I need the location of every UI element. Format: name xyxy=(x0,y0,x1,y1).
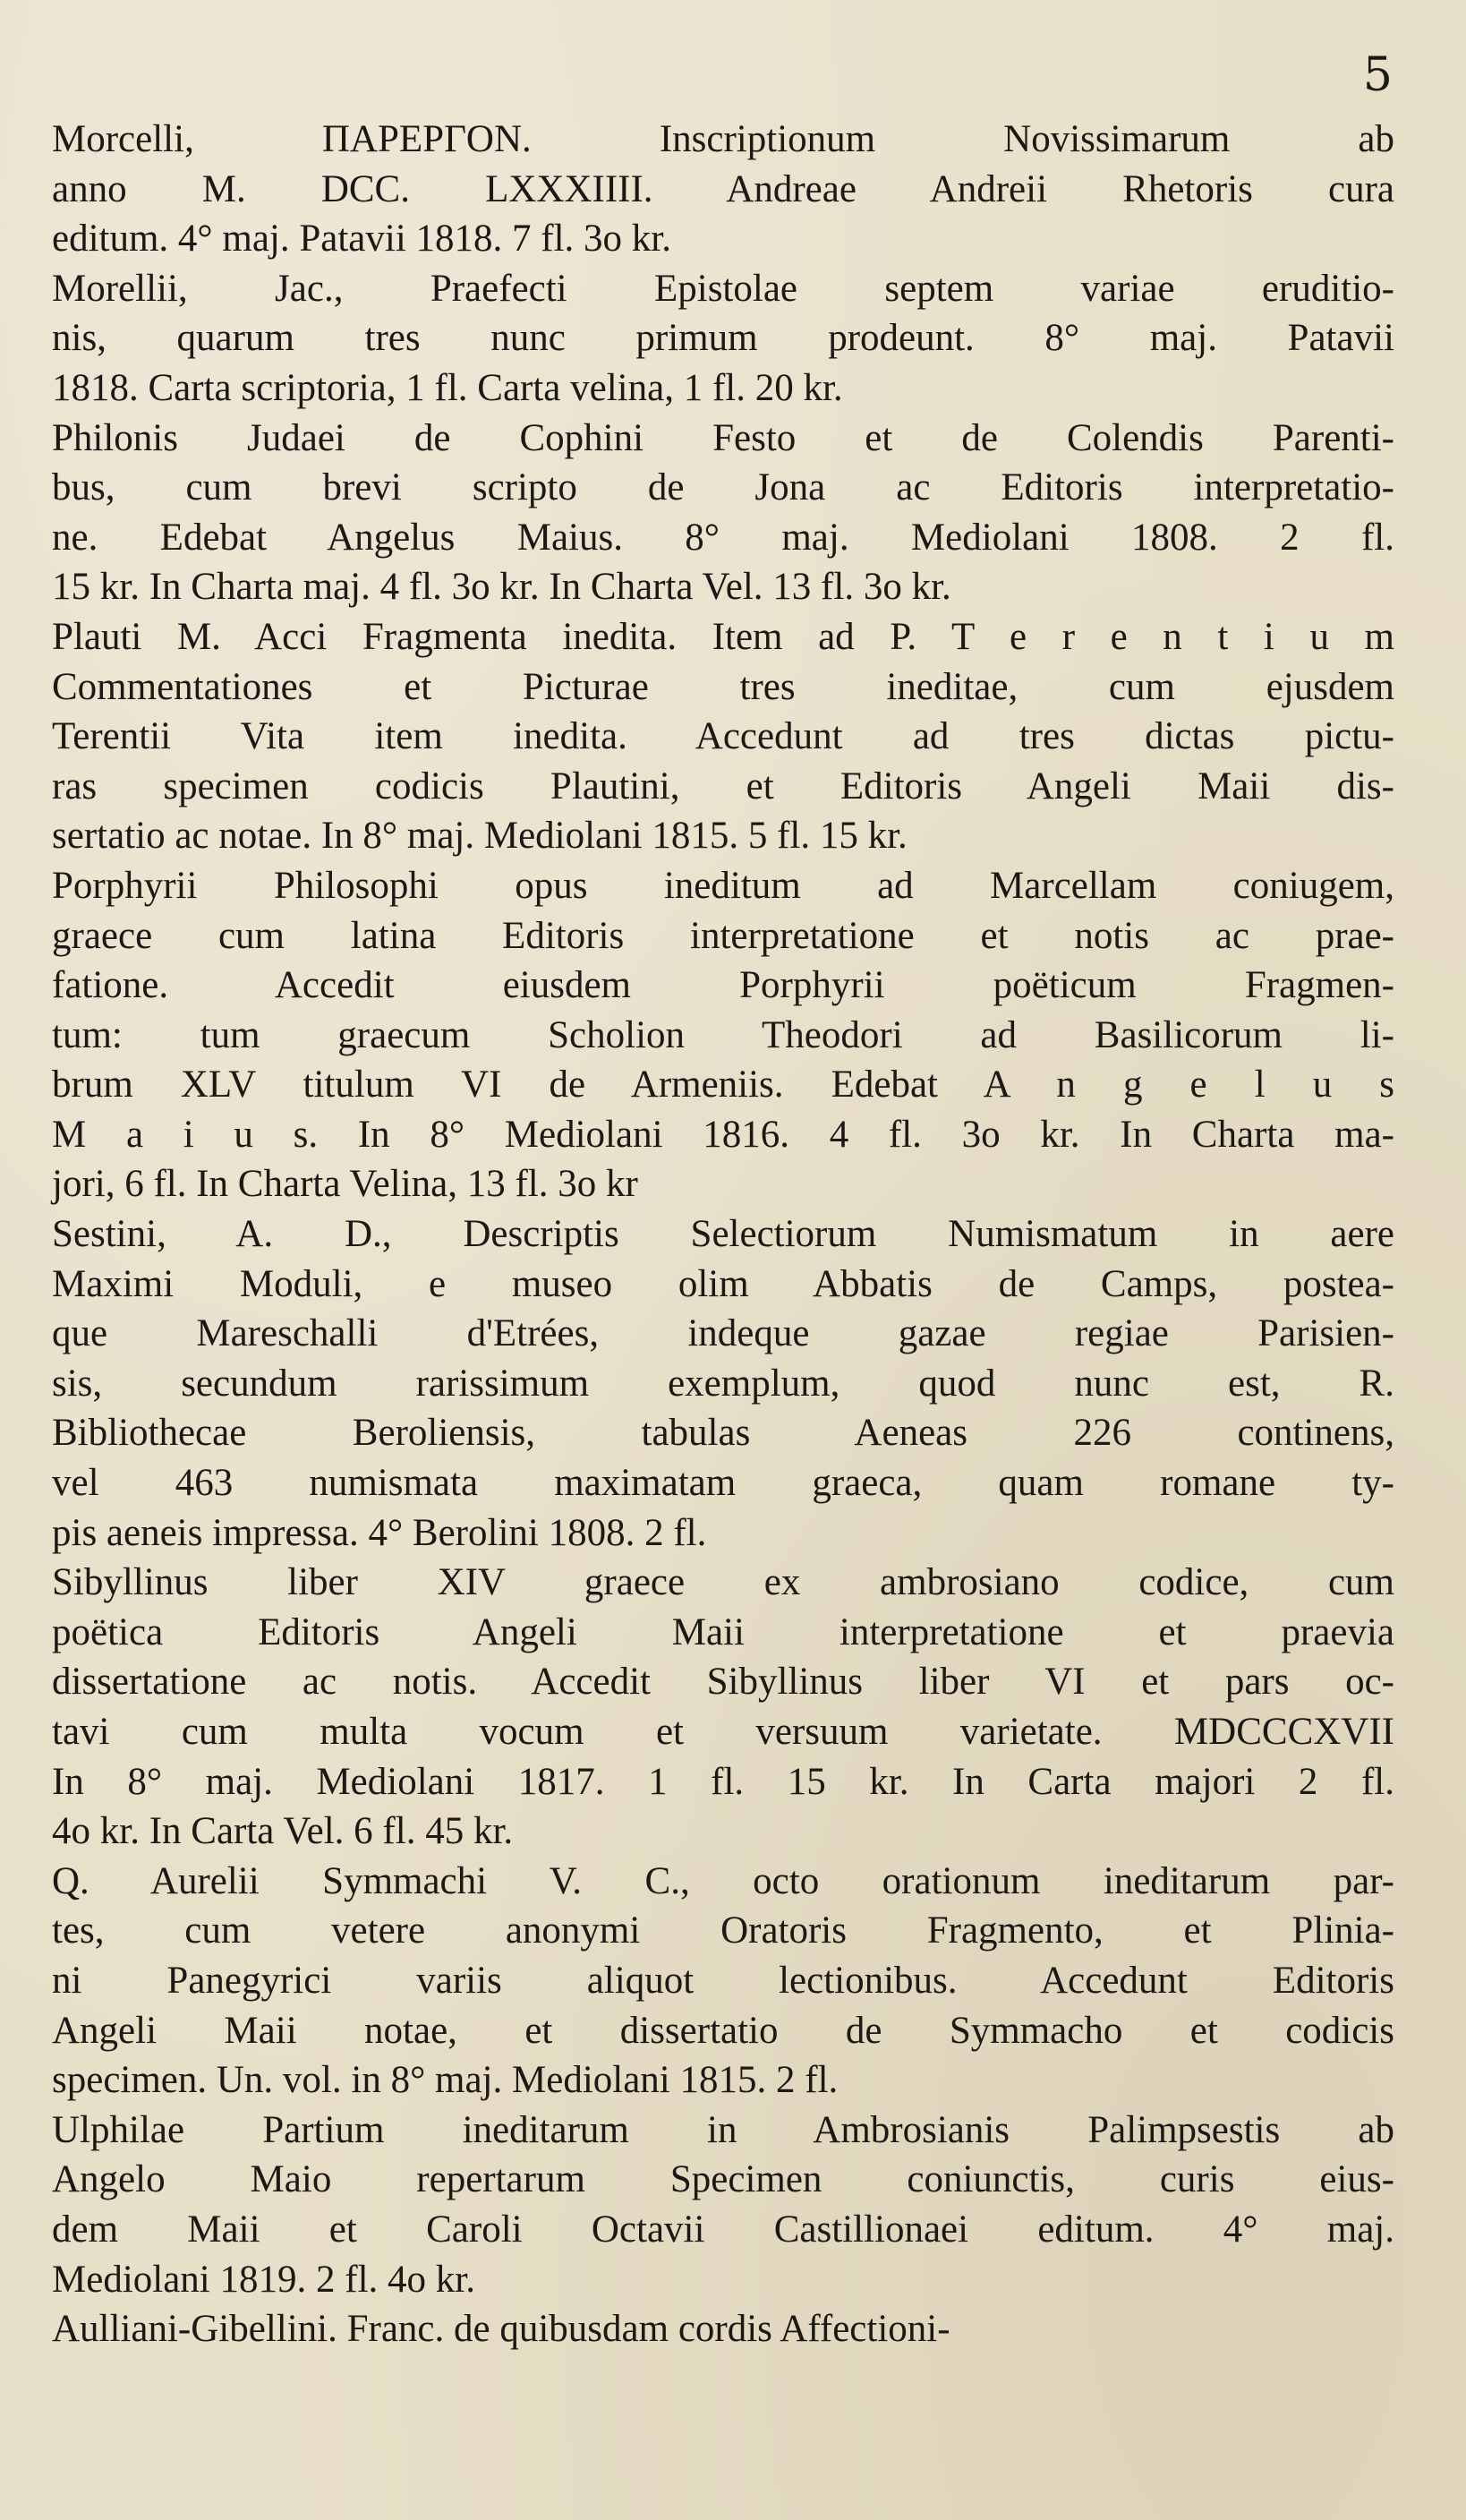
catalog-entry xyxy=(52,115,1394,264)
entry-line: sis, secundum rarissimum exemplum, quod nunc est, R. xyxy=(52,1362,1394,1405)
entry-line: Angelo Maio repertarum Specimen coniunctis, curis eius- xyxy=(52,2158,1394,2201)
catalog-entry xyxy=(52,414,1394,612)
catalog-entry xyxy=(52,1558,1394,1857)
catalog-entry xyxy=(52,264,1394,414)
entry-line: nis, quarum tres nunc primum prodeunt. 8° maj. Patavii xyxy=(52,317,1394,360)
entry-line: Porphyrii Philosophi opus ineditum ad Marcellam coniugem, xyxy=(52,864,1394,907)
catalog-entry xyxy=(52,612,1394,861)
catalog-entry xyxy=(52,861,1394,1209)
entry-line: ras specimen codicis Plautini, et Editoris Angeli Maii dis- xyxy=(52,765,1394,807)
entry-line: Morcelli, ΠΑΡΕΡΓΟΝ. Inscriptionum Novissimarum ab xyxy=(52,118,1394,160)
entry-line: Angeli Maii notae, et dissertatio de Symmacho et codicis xyxy=(52,2009,1394,2052)
entry-line: brum XLV titulum VI de Armeniis. Edebat A n g e l u s xyxy=(52,1064,1394,1106)
entry-line: Q. Aurelii Symmachi V. C., octo orationum ineditarum par- xyxy=(52,1859,1394,1902)
entry-line: tavi cum multa vocum et versuum varietate. MDCCCXVII xyxy=(52,1711,1394,1753)
entry-line: specimen. Un. vol. in 8° maj. Mediolani 1815. 2 fl. xyxy=(52,2059,839,2102)
entry-line: 4o kr. In Carta Vel. 6 fl. 45 kr. xyxy=(52,1810,514,1853)
catalog-entry xyxy=(52,2106,1394,2304)
entry-line: dissertatione ac notis. Accedit Sibyllinus liber VI et pars oc- xyxy=(52,1661,1394,1704)
entry-line: In 8° maj. Mediolani 1817. 1 fl. 15 kr. In Carta majori 2 fl. xyxy=(52,1760,1394,1803)
entry-line: fatione. Accedit eiusdem Porphyrii poëticum Fragmen- xyxy=(52,964,1394,1007)
entry-line: ni Panegyrici variis aliquot lectionibus. Accedunt Editoris xyxy=(52,1959,1394,2002)
entry-line: tum: tum graecum Scholion Theodori ad Basilicorum li- xyxy=(52,1013,1394,1056)
entry-line: Sibyllinus liber XIV graece ex ambrosiano codice, cum xyxy=(52,1561,1394,1604)
catalog-entry xyxy=(52,2304,1394,2354)
entry-line: vel 463 numismata maximatam graeca, quam romane ty- xyxy=(52,1462,1394,1505)
entry-line: jori, 6 fl. In Charta Velina, 13 fl. 3o kr xyxy=(52,1163,638,1206)
entry-line: bus, cum brevi scripto de Jona ac Editoris interpretatio- xyxy=(52,466,1394,509)
entry-line: Terentii Vita item inedita. Accedunt ad tres dictas pictu- xyxy=(52,715,1394,758)
entry-line: Commentationes et Picturae tres ineditae, cum ejusdem xyxy=(52,665,1394,708)
entry-line: Morellii, Jac., Praefecti Epistolae septem variae eruditio- xyxy=(52,267,1394,310)
entry-line: M a i u s. In 8° Mediolani 1816. 4 fl. 3o kr. In Charta ma- xyxy=(52,1113,1394,1156)
entry-line: Aulliani-Gibellini. Franc. de quibusdam cordis Affectioni- xyxy=(52,2308,950,2351)
catalog-entry xyxy=(52,1209,1394,1558)
page-number: 5 xyxy=(1362,48,1393,102)
entry-line: Mediolani 1819. 2 fl. 4o kr. xyxy=(52,2258,475,2301)
entry-line: Plauti M. Acci Fragmenta inedita. Item ad P. T e r e n t i u m xyxy=(52,615,1394,658)
entry-line: que Mareschalli d'Etrées, indeque gazae regiae Parisien- xyxy=(52,1312,1394,1355)
entry-line: editum. 4° maj. Patavii 1818. 7 fl. 3o kr. xyxy=(52,218,671,261)
entry-line: Ulphilae Partium ineditarum in Ambrosianis Palimpsestis ab xyxy=(52,2108,1394,2151)
entry-line: poëtica Editoris Angeli Maii interpretatione et praevia xyxy=(52,1610,1394,1653)
entry-line: anno M. DCC. LXXXIIII. Andreae Andreii Rhetoris cura xyxy=(52,167,1394,210)
entry-line: pis aeneis impressa. 4° Berolini 1808. 2 fl. xyxy=(52,1511,707,1554)
entry-line: tes, cum vetere anonymi Oratoris Fragmento, et Plinia- xyxy=(52,1909,1394,1952)
entry-line: sertatio ac notae. In 8° maj. Mediolani 1815. 5 fl. 15 kr. xyxy=(52,815,908,858)
entry-line: Maximi Moduli, e museo olim Abbatis de Camps, postea- xyxy=(52,1262,1394,1305)
entry-line: ne. Edebat Angelus Maius. 8° maj. Mediolani 1808. 2 fl. xyxy=(52,516,1394,559)
entry-line: 15 kr. In Charta maj. 4 fl. 3o kr. In Charta Vel. 13 fl. 3o kr. xyxy=(52,566,951,609)
catalog-list xyxy=(52,115,1394,2354)
entry-line: dem Maii et Caroli Octavii Castillionaei editum. 4° maj. xyxy=(52,2208,1394,2251)
entry-line: 1818. Carta scriptoria, 1 fl. Carta velina, 1 fl. 20 kr. xyxy=(52,366,843,409)
entry-line: Sestini, A. D., Descriptis Selectiorum Numismatum in aere xyxy=(52,1213,1394,1256)
entry-line: graece cum latina Editoris interpretatione et notis ac prae- xyxy=(52,914,1394,957)
entry-line: Bibliothecae Beroliensis, tabulas Aeneas 226 continens, xyxy=(52,1412,1394,1455)
entry-line: Philonis Judaei de Cophini Festo et de Colendis Parenti- xyxy=(52,416,1394,459)
catalog-entry xyxy=(52,1857,1394,2106)
